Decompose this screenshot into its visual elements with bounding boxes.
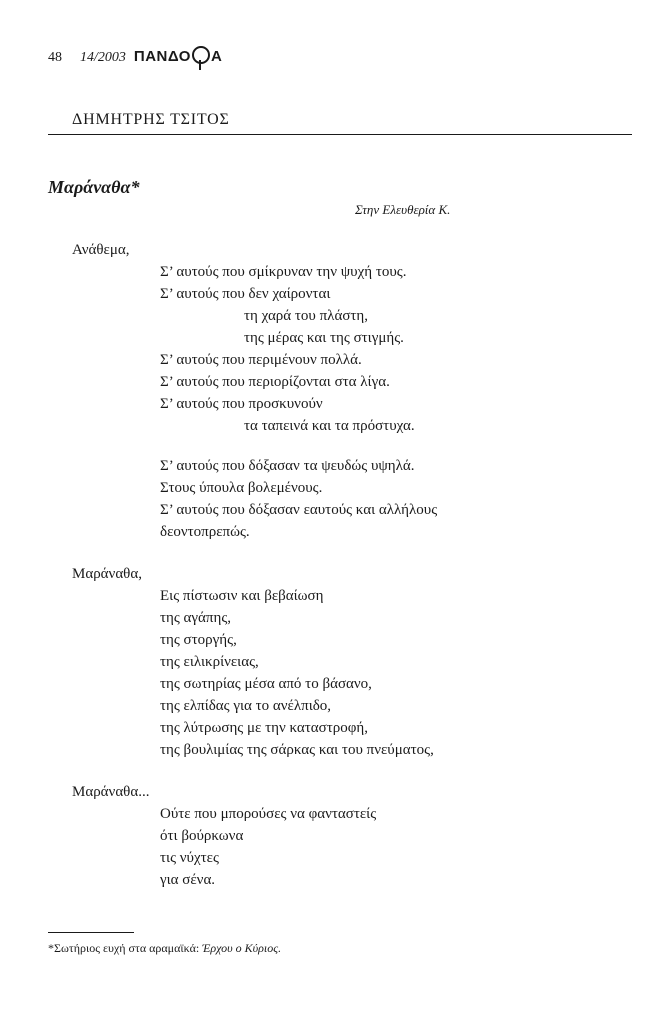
poem-line: της στοργής, [160,632,237,648]
poem-line: τις νύχτες [160,850,219,866]
issue-number: 14/2003 [80,50,126,65]
poem-line: Σ’ αυτούς που σμίκρυναν την ψυχή τους. [160,264,407,280]
author-name: ΔΗΜΗΤΡΗΣ ΤΣΙΤΟΣ [72,111,230,128]
poem-line: Σ’ αυτούς που δεν χαίρονται [160,286,331,302]
poem-line: Σ’ αυτούς που περιορίζονται στα λίγα. [160,374,390,390]
poem-line: τα ταπεινά και τα πρόστυχα. [244,418,415,434]
poem-line: Στους ύπουλα βολεμένους. [160,480,323,496]
poem-line: της μέρας και της στιγμής. [244,330,404,346]
poem-line: Ανάθεμα, [72,242,130,258]
poem-line: για σένα. [160,872,216,888]
poem-line: της αγάπης, [160,610,232,626]
poem-line: της βουλιμίας της σάρκας και του πνεύματος, [160,742,434,758]
poem-dedication: Στην Ελευθερία Κ. [355,202,451,217]
footnote-text: *Σωτήριος ευχή στα αραμαϊκά: [48,941,203,955]
poem-line: Μαράναθα... [72,784,150,800]
poem-line: Σ’ αυτούς που δόξασαν τα ψευδώς υψηλά. [160,458,415,474]
journal-name-left: ΠΑΝΔΟ [133,48,191,65]
footnote-rule [48,932,134,933]
poem-line: Εις πίστωσιν και βεβαίωση [160,588,324,604]
poem-line: Σ’ αυτούς που δόξασαν εαυτούς και αλλήλους [160,502,438,518]
poem-line: τη χαρά του πλάστη, [244,308,369,324]
footnote-emphasis: Έρχου ο Κύριος. [202,941,282,955]
running-head [48,46,222,66]
poem-title: Μαράναθα* [48,177,140,197]
poem-line: Σ’ αυτούς που προσκυνούν [160,396,323,412]
poem-line: Ούτε που μπορούσες να φανταστείς [160,806,377,822]
header-rule [48,134,632,135]
poem-line: της ελπίδας για το ανέλπιδο, [160,698,332,714]
page-number: 48 [48,50,62,65]
poem-line: Μαράναθα, [72,566,142,582]
poem-line: της σωτηρίας μέσα από το βάσανο, [160,676,372,692]
journal-logo [134,46,222,65]
poem-line: της ειλικρίνειας, [160,654,259,670]
poem-line: δεοντοπρεπώς. [160,524,250,540]
poem-line: Σ’ αυτούς που περιμένουν πολλά. [160,352,362,368]
footnote [48,941,281,956]
poem-line: της λύτρωσης με την καταστροφή, [160,720,369,736]
journal-name-right: Α [210,48,223,65]
journal-logo-mark-icon [192,46,210,64]
poem-line: ότι βούρκωνα [160,828,244,844]
